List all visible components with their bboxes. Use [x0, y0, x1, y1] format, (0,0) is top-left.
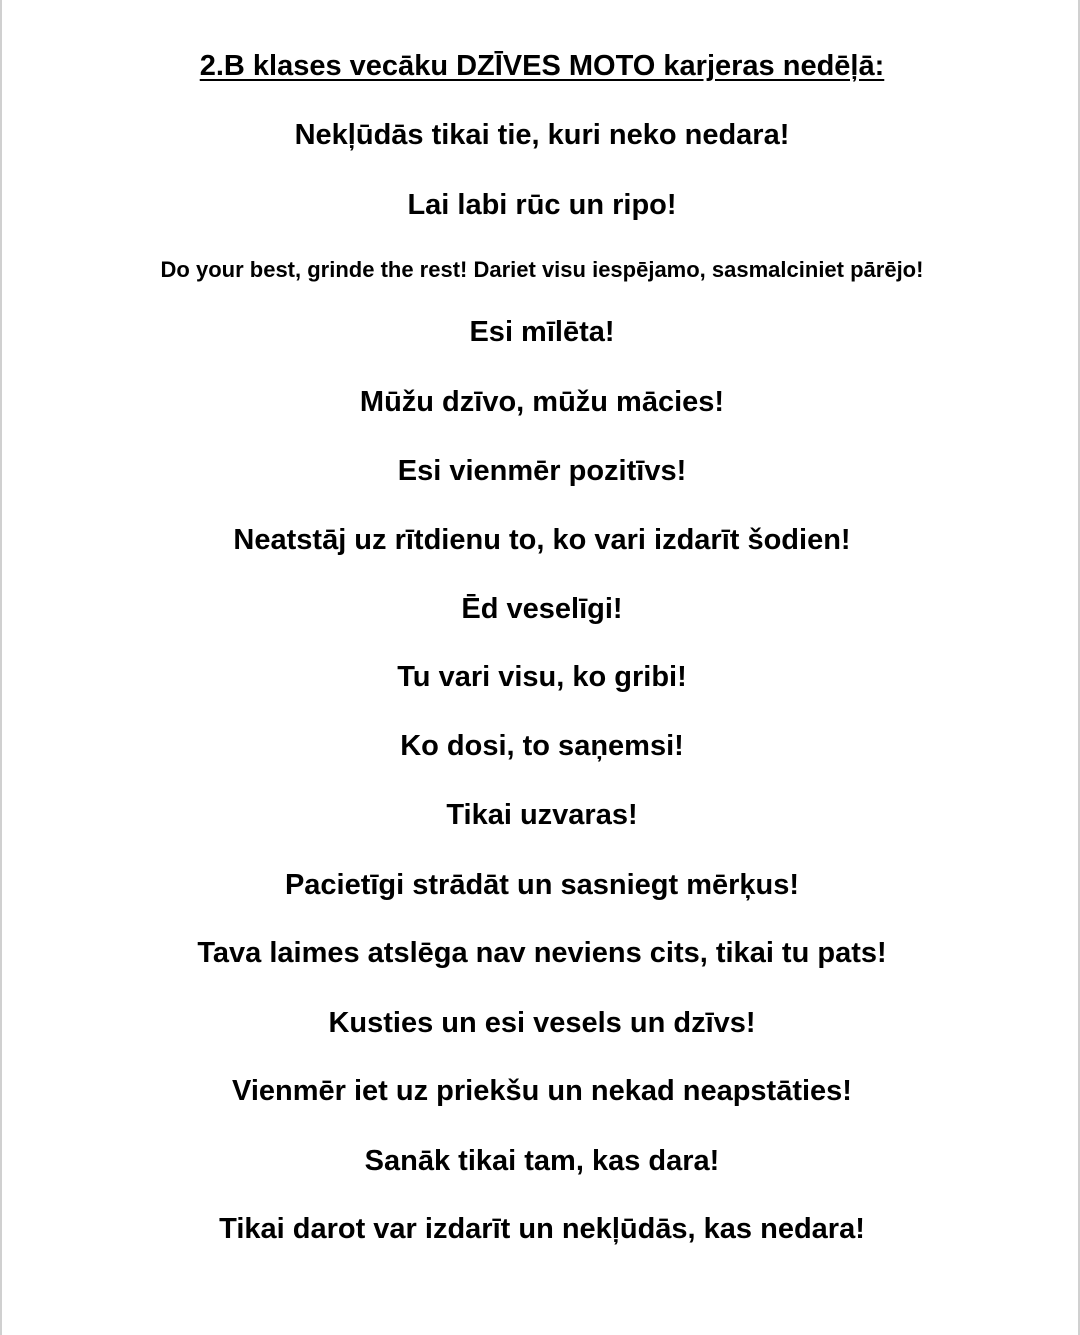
motto-line: Tava laimes atslēga nav neviens cits, tikai tu pats!	[197, 937, 887, 969]
motto-line: Do your best, grinde the rest! Dariet visu iespējamo, sasmalciniet pārējo!	[160, 257, 924, 282]
motto-line: Sanāk tikai tam, kas dara!	[364, 1145, 720, 1177]
motto-line: Pacietīgi strādāt un sasniegt mērķus!	[284, 869, 800, 901]
motto-line: Vienmēr iet uz priekšu un nekad neapstāties!	[232, 1075, 852, 1107]
motto-line: Esi mīlēta!	[469, 316, 615, 348]
motto-line: Esi vienmēr pozitīvs!	[397, 455, 687, 487]
motto-line: Ēd veselīgi!	[461, 593, 623, 625]
document-title: 2.B klases vecāku DZĪVES MOTO karjeras nedēļā:	[199, 50, 885, 82]
motto-line: Tu vari visu, ko gribi!	[397, 661, 687, 693]
motto-line: Neatstāj uz rītdienu to, ko vari izdarīt šodien!	[233, 524, 851, 556]
motto-line: Tikai darot var izdarīt un nekļūdās, kas nedara!	[219, 1213, 865, 1245]
motto-line: Tikai uzvaras!	[446, 799, 638, 831]
motto-line: Lai labi rūc un ripo!	[407, 189, 677, 221]
motto-line: Nekļūdās tikai tie, kuri neko nedara!	[294, 119, 790, 151]
motto-line: Mūžu dzīvo, mūžu mācies!	[359, 386, 725, 418]
motto-line: Ko dosi, to saņemsi!	[400, 730, 684, 762]
motto-line: Kusties un esi vesels un dzīvs!	[328, 1007, 756, 1039]
